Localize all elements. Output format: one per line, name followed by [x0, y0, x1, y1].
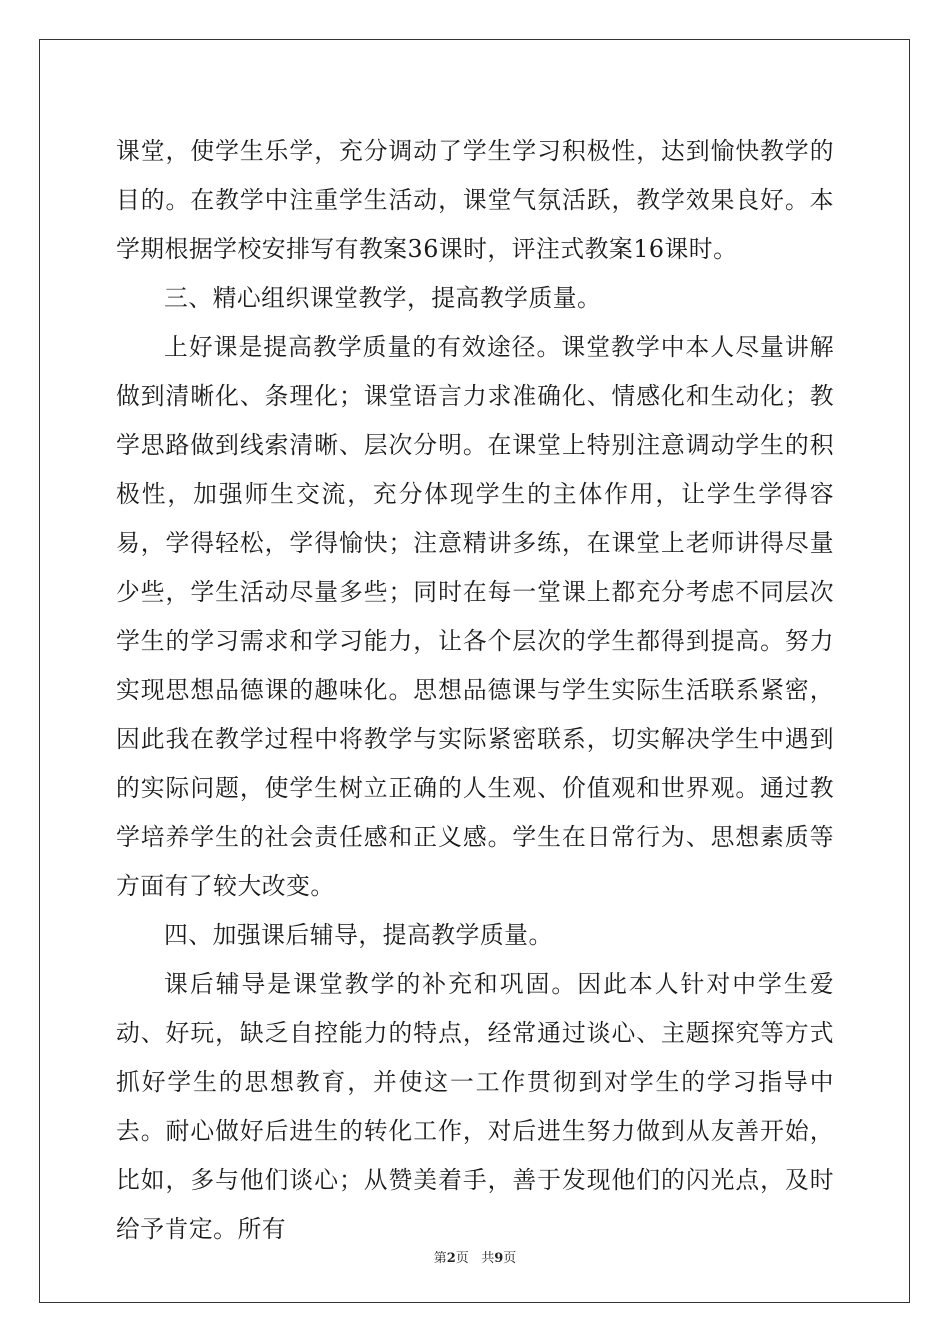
section-heading-3: 三、精心组织课堂教学，提高教学质量。: [164, 284, 602, 312]
total-suffix: 页: [503, 1251, 517, 1266]
page-number: 2: [446, 1251, 456, 1266]
section-heading-4: 四、加强课后辅导，提高教学质量。: [164, 921, 553, 949]
page-suffix: 页: [455, 1251, 469, 1266]
page-prefix: 第: [433, 1251, 447, 1266]
total-prefix: 共: [481, 1251, 495, 1266]
document-body: [116, 127, 834, 1254]
paragraph-3: 课后辅导是课堂教学的补充和巩固。因此本人针对中学生爱动、好玩，缺乏自控能力的特点，经常通过谈心、主题探究等方式抓好学生的思想教育，并使这一工作贯彻到对学生的学习指导中去。耐心做好后进生的转化工作，对后进生努力做到从友善开始，比如，多与他们谈心；从赞美着手，善于发现他们的闪光点，及时给予肯定。所有: [116, 970, 834, 1243]
total-pages: 9: [494, 1251, 504, 1266]
page-footer: [0, 1247, 950, 1266]
paragraph-1: 课堂，使学生乐学，充分调动了学生学习积极性，达到愉快教学的目的。在教学中注重学生活动，课堂气氛活跃，教学效果良好。本学期根据学校安排写有教案36课时，评注式教案16课时。: [116, 137, 834, 263]
paragraph-2: 上好课是提高教学质量的有效途径。课堂教学中本人尽量讲解做到清晰化、条理化；课堂语言力求准确化、情感化和生动化；教学思路做到线索清晰、层次分明。在课堂上特别注意调动学生的积极性，加强师生交流，充分体现学生的主体作用，让学生学得容易，学得轻松，学得愉快；注意精讲多练，在课堂上老师讲得尽量少些，学生活动尽量多些；同时在每一堂课上都充分考虑不同层次学生的学习需求和学习能力，让各个层次的学生都得到提高。努力实现思想品德课的趣味化。思想品德课与学生实际生活联系紧密，因此我在教学过程中将教学与实际紧密联系，切实解决学生中遇到的实际问题，使学生树立正确的人生观、价值观和世界观。通过教学培养学生的社会责任感和正义感。学生在日常行为、思想素质等方面有了较大改变。: [116, 333, 834, 900]
